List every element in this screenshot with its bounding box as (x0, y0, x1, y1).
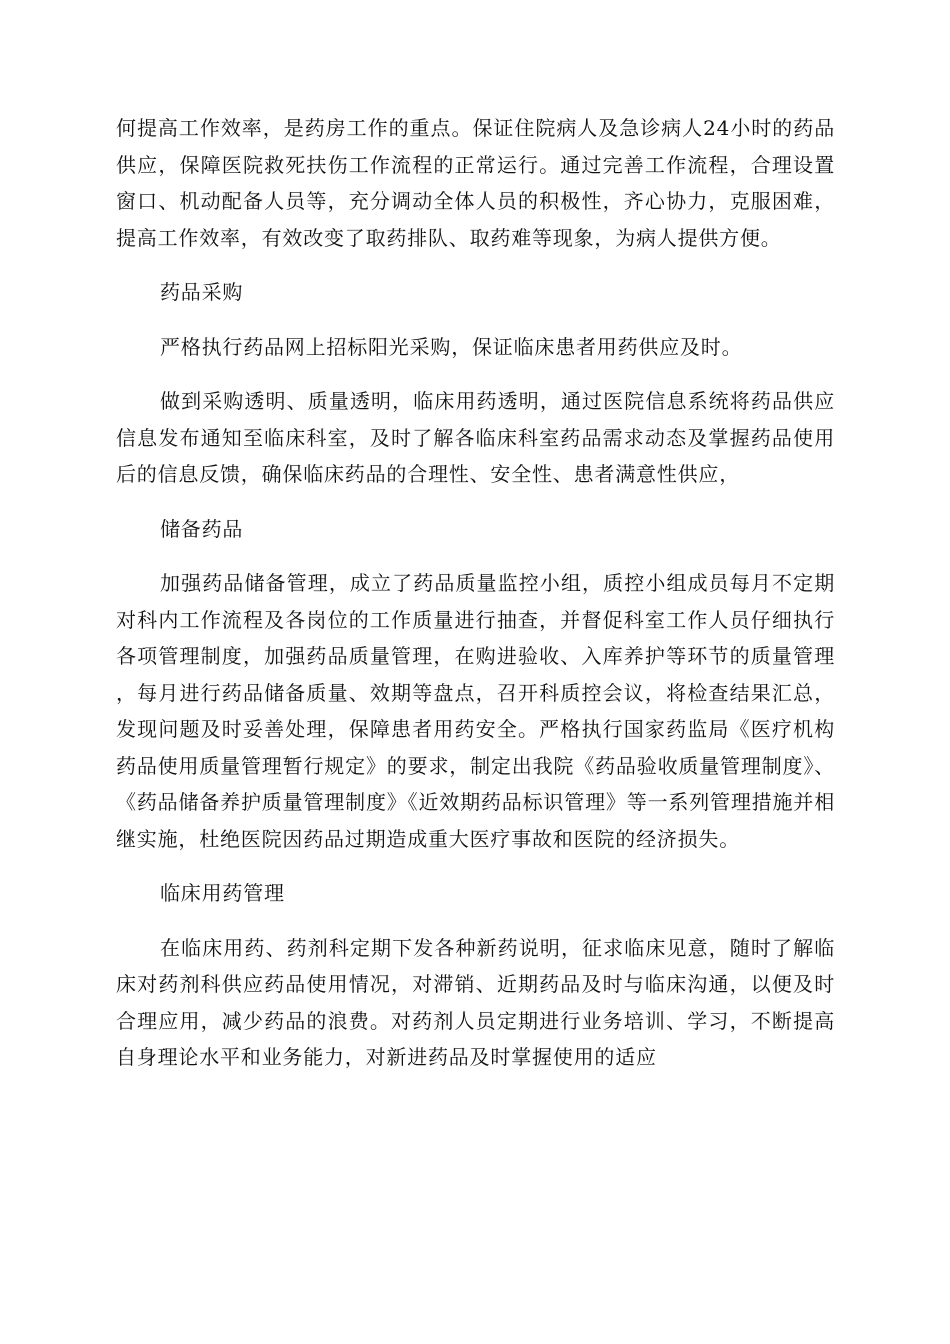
paragraph-procurement-transparency: 做到采购透明、质量透明，临床用药透明，通过医院信息系统将药品供应信息发布通知至临床科室，及时了解各临床科室药品需求动态及掌握药品使用后的信息反馈，确保临床药品的合理性、安全性、患者满意性供应， (116, 389, 835, 486)
paragraph-clinical-medication: 在临床用药、药剂科定期下发各种新药说明，征求临床见意，随时了解临床对药剂科供应药品使用情况，对滞销、近期药品及时与临床沟通，以便及时合理应用，减少药品的浪费。对药剂人员定期进行业务培训、学习，不断提高自身理论水平和业务能力，对新进药品及时掌握使用的适应 (116, 935, 835, 1069)
section-heading-drug-reserve: 储备药品 (160, 516, 244, 541)
document-body (116, 110, 835, 1076)
paragraph-online-procurement: 严格执行药品网上招标阳光采购，保证临床患者用药供应及时。 (160, 334, 743, 359)
paragraph-reserve-management: 加强药品储备管理，成立了药品质量监控小组，质控小组成员每月不定期对科内工作流程及各岗位的工作质量进行抽查，并督促科室工作人员仔细执行各项管理制度，加强药品质量管理，在购进验收、入库养护等环节的质量管理，每月进行药品储备质量、效期等盘点，召开科质控会议，将检查结果汇总，发现问题及时妥善处理，保障患者用药安全。严格执行国家药监局《医疗机构药品使用质量管理暂行规定》的要求，制定出我院《药品验收质量管理制度》、《药品储备养护质量管理制度》《近效期药品标识管理》等一系列管理措施并相继实施，杜绝医院因药品过期造成重大医疗事故和医院的经济损失。 (116, 571, 835, 851)
section-heading-drug-procurement: 药品采购 (160, 280, 244, 304)
paragraph-pharmacy-efficiency: 何提高工作效率，是药房工作的重点。保证住院病人及急诊病人24小时的药品供应，保障医院救死扶伤工作流程的正常运行。通过完善工作流程，合理设置窗口、机动配备人员等，充分调动全体人员的积极性，齐心协力，克服困难，提高工作效率，有效改变了取药排队、取药难等现象，为病人提供方便。 (116, 116, 835, 250)
section-heading-clinical-medication: 临床用药管理 (160, 881, 285, 905)
